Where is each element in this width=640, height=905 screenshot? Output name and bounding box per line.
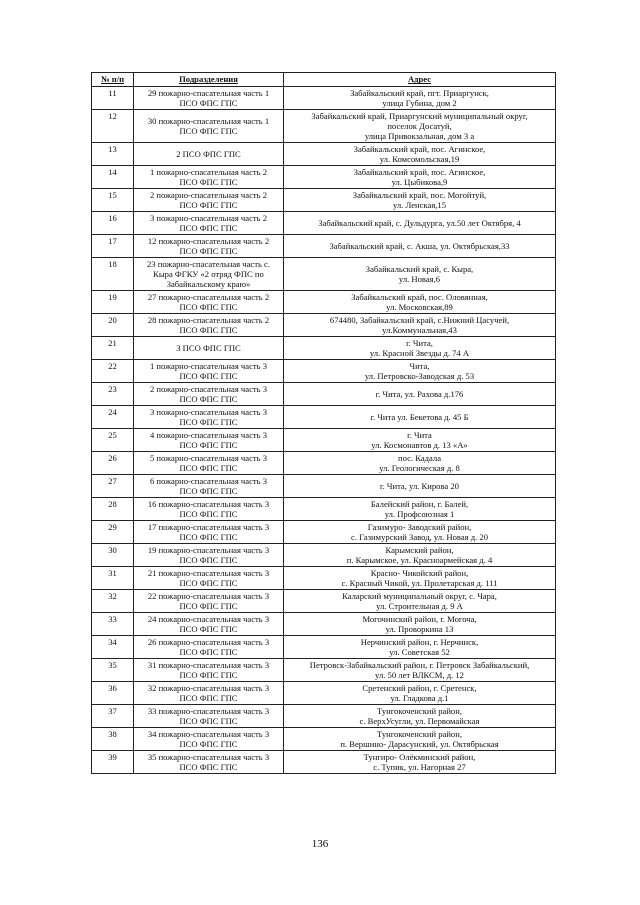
division-cell — [134, 728, 284, 751]
address-line: п. Карымское, ул. Красноармейская д. 4 — [346, 555, 493, 565]
row-number: 36 — [92, 682, 134, 705]
row-number: 31 — [92, 567, 134, 590]
division-cell — [134, 682, 284, 705]
header-division: Подразделения — [134, 73, 284, 87]
header-address: Адрес — [284, 73, 556, 87]
address-cell — [284, 235, 556, 258]
table-row — [92, 613, 556, 636]
row-number: 22 — [92, 360, 134, 383]
table-body — [92, 87, 556, 774]
address-line: ул. Советская 52 — [389, 647, 450, 657]
division-cell — [134, 705, 284, 728]
divisions-table — [91, 72, 556, 774]
row-number: 35 — [92, 659, 134, 682]
table-row — [92, 337, 556, 360]
division-cell — [134, 383, 284, 406]
division-line: 35 пожарно-спасательная часть 3 — [147, 751, 270, 762]
division-line: Кыра ФГКУ «2 отряд ФПС по — [153, 268, 264, 279]
address-cell — [284, 87, 556, 110]
table-row — [92, 235, 556, 258]
address-cell — [284, 498, 556, 521]
table-row — [92, 360, 556, 383]
table-row — [92, 636, 556, 659]
address-cell — [284, 110, 556, 143]
address-cell — [284, 258, 556, 291]
division-line: ПСО ФПС ГПС — [179, 440, 238, 450]
address-line: Забайкальский край, Приаргунский муниципальный округ, — [311, 110, 528, 121]
division-cell — [134, 166, 284, 189]
division-line: ПСО ФПС ГПС — [179, 578, 238, 588]
division-cell — [134, 291, 284, 314]
division-line: ПСО ФПС ГПС — [179, 624, 238, 634]
row-number: 28 — [92, 498, 134, 521]
address-line: ул. Ленская,15 — [392, 200, 447, 210]
address-line: г. Чита, — [406, 337, 433, 348]
division-line: ПСО ФПС ГПС — [179, 670, 238, 680]
table-row — [92, 682, 556, 705]
address-line: Красно- Чикойский район, — [370, 567, 469, 578]
row-number: 29 — [92, 521, 134, 544]
address-line: г. Чита ул. Бекетова д. 45 Б — [370, 411, 469, 422]
address-line: Забайкальский край, с. Дульдурга, ул.50 лет Октября, 4 — [318, 217, 521, 228]
address-line: поселок Досатуй, — [387, 120, 452, 131]
address-cell — [284, 682, 556, 705]
address-line: Забайкальский край, пос. Агинское, — [353, 143, 486, 154]
table-row — [92, 291, 556, 314]
row-number: 20 — [92, 314, 134, 337]
address-line: Тунгокоченский район, — [377, 705, 462, 716]
address-line: ул. Строительная д. 9 А — [376, 601, 463, 611]
division-line: 2 пожарно-спасательная часть 2 — [149, 189, 268, 200]
division-cell — [134, 567, 284, 590]
row-number: 18 — [92, 258, 134, 291]
division-line: ПСО ФПС ГПС — [179, 98, 238, 108]
row-number: 19 — [92, 291, 134, 314]
division-line: 17 пожарно-спасательная часть 3 — [147, 521, 270, 532]
division-line: ПСО ФПС ГПС — [179, 532, 238, 542]
address-cell — [284, 189, 556, 212]
address-cell — [284, 166, 556, 189]
division-line: ПСО ФПС ГПС — [179, 246, 238, 256]
division-line: 22 пожарно-спасательная часть 3 — [147, 590, 270, 601]
division-line: 1 пожарно-спасательная часть 2 — [149, 166, 268, 177]
address-line: ул. Красной Звезды д. 74 А — [369, 348, 470, 358]
division-cell — [134, 590, 284, 613]
division-cell — [134, 406, 284, 429]
table-row — [92, 87, 556, 110]
division-cell — [134, 659, 284, 682]
table-row — [92, 452, 556, 475]
division-cell — [134, 544, 284, 567]
address-line: с. Тупик, ул. Нагорная 27 — [373, 762, 466, 772]
table-header-row — [92, 73, 556, 87]
address-cell — [284, 337, 556, 360]
address-cell — [284, 143, 556, 166]
division-cell — [134, 189, 284, 212]
division-line: 3 ПСО ФПС ГПС — [176, 342, 241, 353]
division-line: 23 пожарно-спасательная часть с. — [147, 258, 270, 269]
division-line: ПСО ФПС ГПС — [179, 223, 238, 233]
address-line: с. Красный Чикой, ул. Пролетарская д. 111 — [341, 578, 498, 588]
row-number: 17 — [92, 235, 134, 258]
address-line: Газимуро- Заводский район, — [367, 521, 472, 532]
division-line: 5 пожарно-спасательная часть 3 — [149, 452, 268, 463]
row-number: 30 — [92, 544, 134, 567]
address-cell — [284, 544, 556, 567]
division-line: 33 пожарно-спасательная часть 3 — [147, 705, 270, 716]
row-number: 26 — [92, 452, 134, 475]
address-line: Чита, — [409, 360, 430, 371]
division-line: ПСО ФПС ГПС — [179, 463, 238, 473]
division-line: ПСО ФПС ГПС — [179, 601, 238, 611]
division-line: ПСО ФПС ГПС — [179, 302, 238, 312]
address-line: г. Чита, ул. Рахова д.176 — [375, 388, 464, 399]
division-line: ПСО ФПС ГПС — [179, 394, 238, 404]
division-cell — [134, 337, 284, 360]
division-cell — [134, 429, 284, 452]
address-line: ул. Профсоюзная 1 — [384, 509, 455, 519]
address-cell — [284, 475, 556, 498]
table-row — [92, 143, 556, 166]
address-line: ул. Проворкина 13 — [385, 624, 454, 634]
division-cell — [134, 314, 284, 337]
row-number: 25 — [92, 429, 134, 452]
table-row — [92, 383, 556, 406]
address-line: г. Чита, ул. Кирова 20 — [380, 480, 459, 491]
division-cell — [134, 475, 284, 498]
division-line: ПСО ФПС ГПС — [179, 417, 238, 427]
address-cell — [284, 291, 556, 314]
page-number: 136 — [311, 838, 329, 850]
address-line: улица Привокзальная, дом 3 а — [364, 131, 475, 142]
table-row — [92, 498, 556, 521]
address-line: Могочинский район, г. Могоча, — [362, 613, 477, 624]
division-line: 24 пожарно-спасательная часть 3 — [147, 613, 270, 624]
division-line: 16 пожарно-спасательная часть 3 — [147, 498, 270, 509]
address-cell — [284, 613, 556, 636]
division-line: ПСО ФПС ГПС — [179, 486, 238, 496]
division-line: Забайкальскому краю» — [166, 279, 251, 290]
division-cell — [134, 87, 284, 110]
division-line: 26 пожарно-спасательная часть 3 — [147, 636, 270, 647]
division-line: ПСО ФПС ГПС — [179, 126, 238, 136]
row-number: 11 — [92, 87, 134, 110]
row-number: 34 — [92, 636, 134, 659]
header-num: № п/п — [92, 73, 134, 87]
address-line: пос. Кадала — [397, 452, 442, 463]
address-line: Балейский район, г. Балей, — [370, 498, 469, 509]
address-line: ул. Цыбикова,9 — [391, 177, 448, 187]
table-row — [92, 751, 556, 774]
division-line: ПСО ФПС ГПС — [179, 200, 238, 210]
division-line: 30 пожарно-спасательная часть 1 — [147, 115, 270, 126]
address-cell — [284, 751, 556, 774]
table-row — [92, 521, 556, 544]
division-cell — [134, 613, 284, 636]
address-line: Забайкальский край, с. Акша, ул. Октябрьская,33 — [329, 240, 510, 251]
address-cell — [284, 314, 556, 337]
table-row — [92, 567, 556, 590]
row-number: 16 — [92, 212, 134, 235]
division-cell — [134, 498, 284, 521]
address-line: ул. Московская,89 — [386, 302, 453, 312]
address-cell — [284, 590, 556, 613]
address-line: с. Газимурский Завод, ул. Новая д. 20 — [350, 532, 488, 542]
division-cell — [134, 235, 284, 258]
table-row — [92, 475, 556, 498]
row-number: 33 — [92, 613, 134, 636]
division-line: 34 пожарно-спасательная часть 3 — [147, 728, 270, 739]
division-line: 32 пожарно-спасательная часть 3 — [147, 682, 270, 693]
address-line: ул. Гладкова д.1 — [390, 693, 449, 703]
division-line: ПСО ФПС ГПС — [179, 762, 238, 772]
division-line: ПСО ФПС ГПС — [179, 647, 238, 657]
address-line: ул. Новая,6 — [398, 274, 441, 284]
table-row — [92, 314, 556, 337]
address-line: ул. Космонавтов д. 13 «А» — [371, 440, 468, 450]
row-number: 37 — [92, 705, 134, 728]
address-line: ул. Петровско-Заводская д. 53 — [364, 371, 475, 381]
address-cell — [284, 406, 556, 429]
address-line: п. Вершино- Дарасунский, ул. Октябрьская — [340, 739, 499, 749]
table-row — [92, 590, 556, 613]
division-cell — [134, 258, 284, 291]
division-line: 19 пожарно-спасательная часть 3 — [147, 544, 270, 555]
division-line: ПСО ФПС ГПС — [179, 509, 238, 519]
division-line: ПСО ФПС ГПС — [179, 371, 238, 381]
address-line: ул. Комсомольская,19 — [379, 154, 460, 164]
division-cell — [134, 110, 284, 143]
address-cell — [284, 212, 556, 235]
row-number: 39 — [92, 751, 134, 774]
address-cell — [284, 659, 556, 682]
address-line: улица Губина, дом 2 — [382, 98, 457, 108]
address-cell — [284, 728, 556, 751]
division-line: 27 пожарно-спасательная часть 2 — [147, 291, 270, 302]
division-line: 29 пожарно-спасательная часть 1 — [147, 87, 270, 98]
division-line: ПСО ФПС ГПС — [179, 325, 238, 335]
address-line: Тунгокоченский район, — [377, 728, 462, 739]
address-cell — [284, 360, 556, 383]
address-line: Забайкальский край, пос. Могойтуй, — [352, 189, 487, 200]
division-line: 1 пожарно-спасательная часть 3 — [149, 360, 268, 371]
table-row — [92, 544, 556, 567]
division-line: ПСО ФПС ГПС — [179, 716, 238, 726]
row-number: 13 — [92, 143, 134, 166]
division-cell — [134, 751, 284, 774]
division-line: ПСО ФПС ГПС — [179, 177, 238, 187]
address-cell — [284, 636, 556, 659]
address-cell — [284, 452, 556, 475]
row-number: 38 — [92, 728, 134, 751]
row-number: 32 — [92, 590, 134, 613]
division-cell — [134, 212, 284, 235]
table-row — [92, 659, 556, 682]
address-line: с. ВерхУсугли, ул. Первомайская — [359, 716, 480, 726]
address-line: Каларский муниципальный округ, с. Чара, — [342, 590, 497, 601]
division-line: 6 пожарно-спасательная часть 3 — [149, 475, 268, 486]
address-cell — [284, 567, 556, 590]
table-row — [92, 110, 556, 143]
address-line: ул.Коммунальная,43 — [382, 325, 457, 335]
address-line: Тунгиро- Олёкминский район, — [363, 751, 476, 762]
address-line: г. Чита — [407, 429, 432, 440]
division-cell — [134, 360, 284, 383]
address-line: 674480, Забайкальский край, с.Нижний Цасучей, — [329, 314, 510, 325]
address-line: Забайкальский край, пгт. Приаргунск, — [350, 87, 489, 98]
division-cell — [134, 143, 284, 166]
row-number: 21 — [92, 337, 134, 360]
table-row — [92, 728, 556, 751]
address-line: Забайкальский край, пос. Агинское, — [353, 166, 486, 177]
division-line: 31 пожарно-спасательная часть 3 — [147, 659, 270, 670]
address-line: Нерчинский район, г. Нерчинск, — [360, 636, 479, 647]
table-row — [92, 166, 556, 189]
address-line: Петровск-Забайкальский район, г. Петровск Забайкальский, — [309, 659, 530, 670]
division-line: 3 пожарно-спасательная часть 2 — [149, 212, 268, 223]
division-line: ПСО ФПС ГПС — [179, 693, 238, 703]
table-row — [92, 705, 556, 728]
row-number: 24 — [92, 406, 134, 429]
address-line: ул. 50 лет ВЛКСМ, д. 12 — [375, 670, 464, 680]
table-row — [92, 189, 556, 212]
division-line: 3 пожарно-спасательная часть 3 — [149, 406, 268, 417]
division-line: 2 ПСО ФПС ГПС — [176, 148, 241, 159]
division-line: ПСО ФПС ГПС — [179, 739, 238, 749]
table-row — [92, 406, 556, 429]
document-page — [91, 72, 555, 774]
address-line: ул. Геологическая д. 8 — [379, 463, 460, 473]
address-line: Сретенский район, г. Сретенск, — [362, 682, 477, 693]
address-cell — [284, 521, 556, 544]
row-number: 23 — [92, 383, 134, 406]
table-row — [92, 258, 556, 291]
table-row — [92, 212, 556, 235]
row-number: 14 — [92, 166, 134, 189]
row-number: 15 — [92, 189, 134, 212]
division-cell — [134, 452, 284, 475]
table-row — [92, 429, 556, 452]
division-line: 2 пожарно-спасательная часть 3 — [149, 383, 268, 394]
row-number: 27 — [92, 475, 134, 498]
division-line: 4 пожарно-спасательная часть 3 — [149, 429, 268, 440]
address-line: Забайкальский край, пос. Оловянная, — [351, 291, 488, 302]
division-cell — [134, 521, 284, 544]
division-line: 21 пожарно-спасательная часть 3 — [147, 567, 270, 578]
division-line: 12 пожарно-спасательная часть 2 — [147, 235, 270, 246]
address-cell — [284, 429, 556, 452]
division-line: ПСО ФПС ГПС — [179, 555, 238, 565]
division-line: 28 пожарно-спасательная часть 2 — [147, 314, 270, 325]
address-cell — [284, 705, 556, 728]
division-cell — [134, 636, 284, 659]
address-line: Карымский район, — [385, 544, 454, 555]
address-line: Забайкальский край, с. Кыра, — [365, 263, 474, 274]
address-cell — [284, 383, 556, 406]
row-number: 12 — [92, 110, 134, 143]
